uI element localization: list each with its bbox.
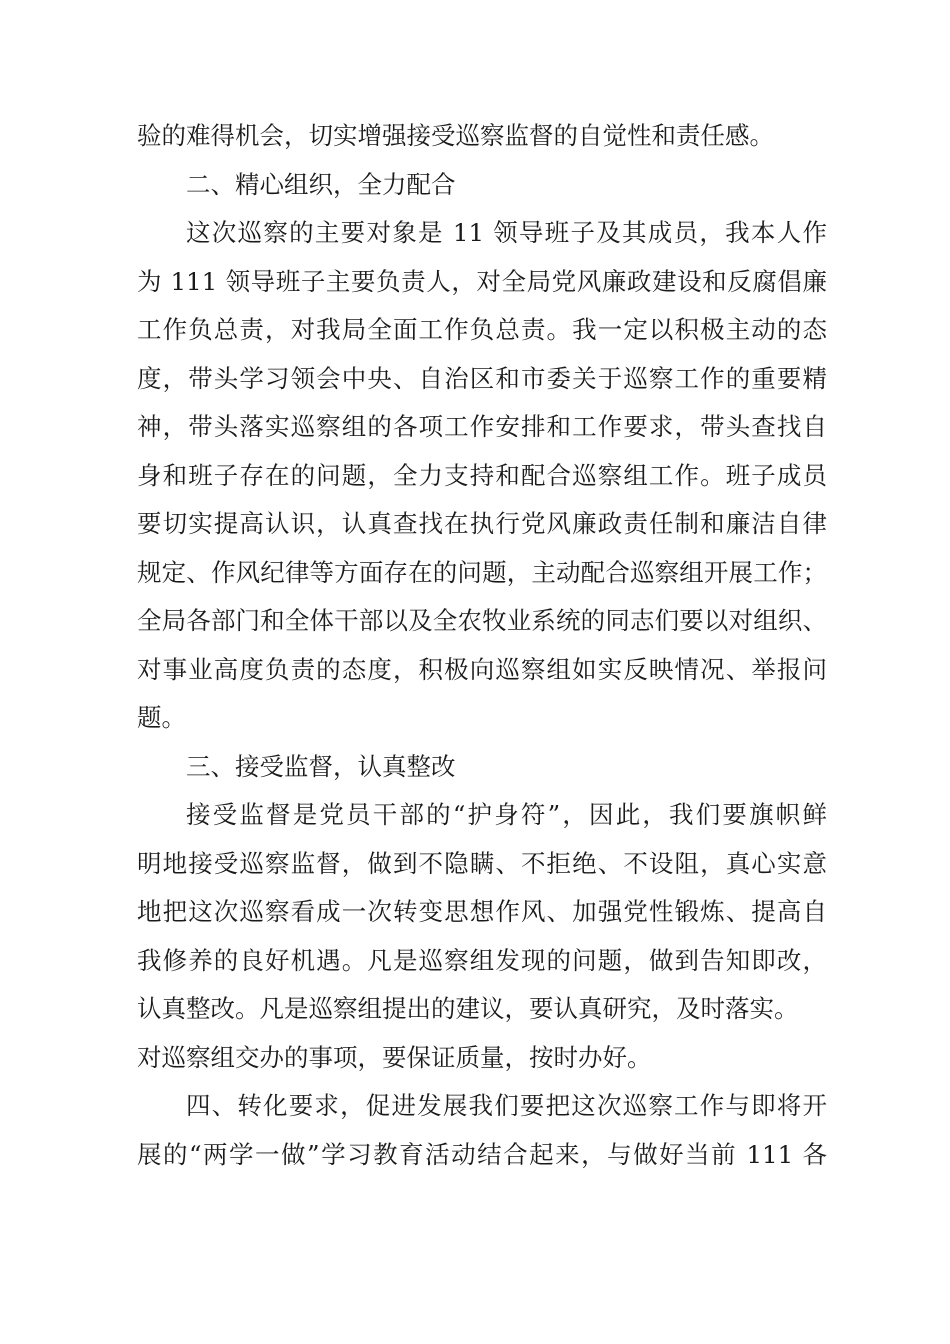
paragraph-line: 这次巡察的主要对象是 11 领导班子及其成员，我本人作: [186, 218, 827, 247]
paragraph-line: 要切实提高认识，认真查找在执行党风廉政责任制和廉洁自律: [137, 509, 827, 538]
paragraph-line: 全局各部门和全体干部以及全农牧业系统的同志们要以对组织、: [137, 606, 827, 635]
paragraph-line: 题。: [137, 703, 186, 732]
paragraph-line: 对巡察组交办的事项，要保证质量，按时办好。: [137, 1042, 652, 1072]
paragraph-line: 验的难得机会，切实增强接受巡察监督的自觉性和责任感。: [137, 121, 774, 150]
paragraph-line: 度，带头学习领会中央、自治区和市委关于巡察工作的重要精: [137, 363, 827, 393]
paragraph-line: 我修养的良好机遇。凡是巡察组发现的问题，做到告知即改，: [137, 945, 827, 975]
section-heading-2: 二、精心组织，全力配合: [186, 169, 456, 199]
paragraph-line: 身和班子存在的问题，全力支持和配合巡察组工作。班子成员: [137, 460, 827, 490]
paragraph-line: 地把这次巡察看成一次转变思想作风、加强党性锻炼、提高自: [137, 897, 827, 926]
section-heading-4: 四、转化要求，促进发展我们要把这次巡察工作与即将开: [186, 1091, 827, 1120]
document-body: [137, 112, 827, 1179]
paragraph-line: 对事业高度负责的态度，积极向巡察组如实反映情况、举报问: [137, 654, 827, 684]
paragraph-line: 明地接受巡察监督，做到不隐瞒、不拒绝、不设阻，真心实意: [137, 848, 827, 878]
paragraph-line: 认真整改。凡是巡察组提出的建议，要认真研究，及时落实。: [137, 994, 799, 1023]
paragraph-line: 接受监督是党员干部的“护身符”，因此，我们要旗帜鲜: [186, 800, 827, 829]
paragraph-line: 工作负总责，对我局全面工作负总责。我一定以积极主动的态: [137, 315, 827, 344]
paragraph-line: 神，带头落实巡察组的各项工作安排和工作要求，带头查找自: [137, 412, 827, 441]
paragraph-line: 展的“两学一做”学习教育活动结合起来，与做好当前 111 各: [137, 1139, 827, 1169]
paragraph-line: 规定、作风纪律等方面存在的问题，主动配合巡察组开展工作；: [137, 557, 827, 587]
paragraph-line: 为 111 领导班子主要负责人，对全局党风廉政建设和反腐倡廉: [137, 266, 827, 296]
section-heading-3: 三、接受监督，认真整改: [186, 751, 456, 781]
